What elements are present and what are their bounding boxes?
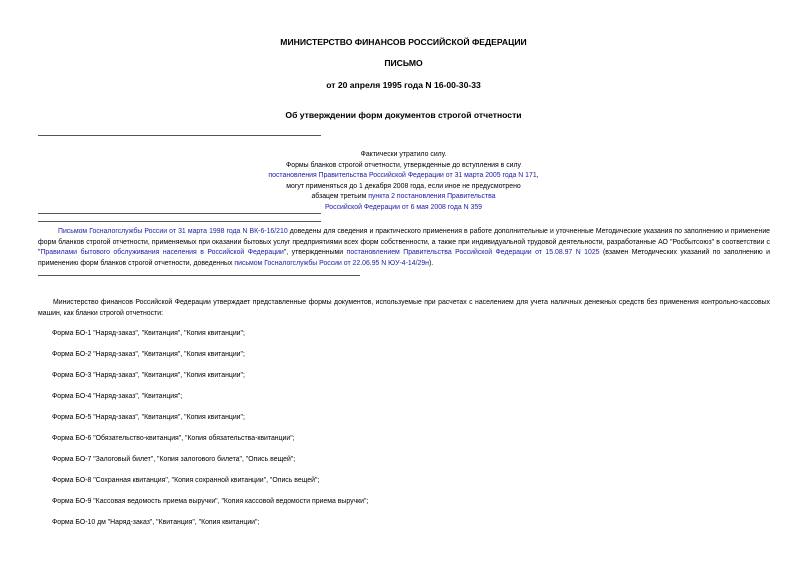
link-postanovlenie-359[interactable]: Российской Федерации от 6 мая 2008 года N 359 bbox=[325, 203, 482, 211]
body-paragraph: Министерство финансов Российской Федерации утверждает представленные формы документов, используемые при расчетах с населением для учета наличных денежных средств без применения контрольно-кассовых машин, как бланки строгой отчетности: bbox=[38, 299, 770, 317]
divider bbox=[38, 275, 360, 276]
intro-text-d: ", утвержденными bbox=[283, 249, 347, 257]
form-item-bo-7: Форма БО-7 "Залоговый билет", "Копия залогового билета", "Опись вещей"; bbox=[52, 456, 296, 463]
document-date-number: от 20 апреля 1995 года N 16-00-30-33 bbox=[326, 80, 481, 90]
intro-text-h: ). bbox=[428, 259, 434, 267]
form-item-bo-4: Форма БО-4 "Наряд-заказ", "Квитанция"; bbox=[52, 393, 183, 400]
status-note bbox=[0, 150, 807, 214]
form-item-bo-8: Форма БО-8 "Сохранная квитанция", "Копия сохранной квитанции", "Опись вещей"; bbox=[52, 477, 320, 484]
intro-paragraph bbox=[38, 227, 770, 269]
intro-text-f: (взамен Методических указаний по заполнению и применению форм бланков строгой отчетности, доведенных bbox=[38, 249, 770, 267]
form-item-bo-9: Форма БО-9 "Кассовая ведомость приема выручки", "Копия кассовой ведомости приема выручки"; bbox=[52, 498, 369, 505]
intro-text-b: доведены для сведения и практического применения в работе дополнительные и уточненные Методические указания по заполнению и применение форм бланков строгой отчетности, применяемых при оказании бытовых услуг предприятиями всех форм собственности, а также при индивидуальной трудовой деятельности, разработанные АО "Росбытсоюз" в соответствии с " bbox=[38, 228, 771, 257]
form-item-bo-5: Форма БО-5 "Наряд-заказ", "Квитанция", "Копия квитанции"; bbox=[52, 414, 245, 421]
document-type: ПИСЬМО bbox=[384, 58, 423, 68]
divider bbox=[38, 213, 321, 214]
status-line-4: могут применяться до 1 декабря 2008 года, если иное не предусмотрено bbox=[286, 182, 521, 190]
link-postanovlenie-1025[interactable]: постановлением Правительства Российской Федерации от 15.08.97 N 1025 bbox=[346, 249, 600, 257]
link-letter-yuu-4-14-29n[interactable]: письмом Госналогслужбы России от 22.06.95 N ЮУ-4-14/29н bbox=[234, 259, 429, 267]
link-punkt-2[interactable]: пункта 2 постановления Правительства bbox=[368, 193, 496, 201]
status-line-3 bbox=[0, 171, 807, 182]
form-item-bo-1: Форма БО-1 "Наряд-заказ", "Квитанция", "Копия квитанции"; bbox=[52, 330, 245, 337]
link-postanovlenie-171[interactable]: постановления Правительства Российской Федерации от 31 марта 2005 года N 171 bbox=[268, 172, 537, 180]
form-item-bo-2: Форма БО-2 "Наряд-заказ", "Квитанция", "Копия квитанции"; bbox=[52, 351, 245, 358]
form-item-bo-3: Форма БО-3 "Наряд-заказ", "Квитанция", "Копия квитанции"; bbox=[52, 372, 245, 379]
status-line-2: Формы бланков строгой отчетности, утвержденные до вступления в силу bbox=[286, 161, 521, 169]
divider bbox=[38, 135, 321, 136]
status-line-6 bbox=[0, 203, 807, 214]
link-pravila-bytovogo-obsluzhivaniya[interactable]: Правилами бытового обслуживания населения в Российской Федерации bbox=[40, 249, 284, 257]
status-line-1: Фактически утратило силу. bbox=[360, 151, 447, 158]
form-item-bo-10: Форма БО-10 дм "Наряд-заказ", "Квитанция", "Копия квитанции"; bbox=[52, 519, 260, 526]
document-subject: Об утверждении форм документов строгой отчетности bbox=[285, 110, 522, 120]
status-line-3-tail: , bbox=[536, 172, 539, 180]
form-item-bo-6: Форма БО-6 "Обязательство-квитанция", "Копия обязательства-квитанции"; bbox=[52, 435, 295, 442]
ministry-title: МИНИСТЕРСТВО ФИНАНСОВ РОССИЙСКОЙ ФЕДЕРАЦИИ bbox=[280, 37, 527, 47]
status-line-5-pre: абзацем третьим bbox=[311, 193, 369, 201]
link-letter-vk-6-16-210[interactable]: Письмом Госналогслужбы России от 31 марта 1998 года N ВК-6-16/210 bbox=[58, 228, 288, 235]
status-line-5 bbox=[0, 192, 807, 203]
divider bbox=[38, 221, 321, 222]
